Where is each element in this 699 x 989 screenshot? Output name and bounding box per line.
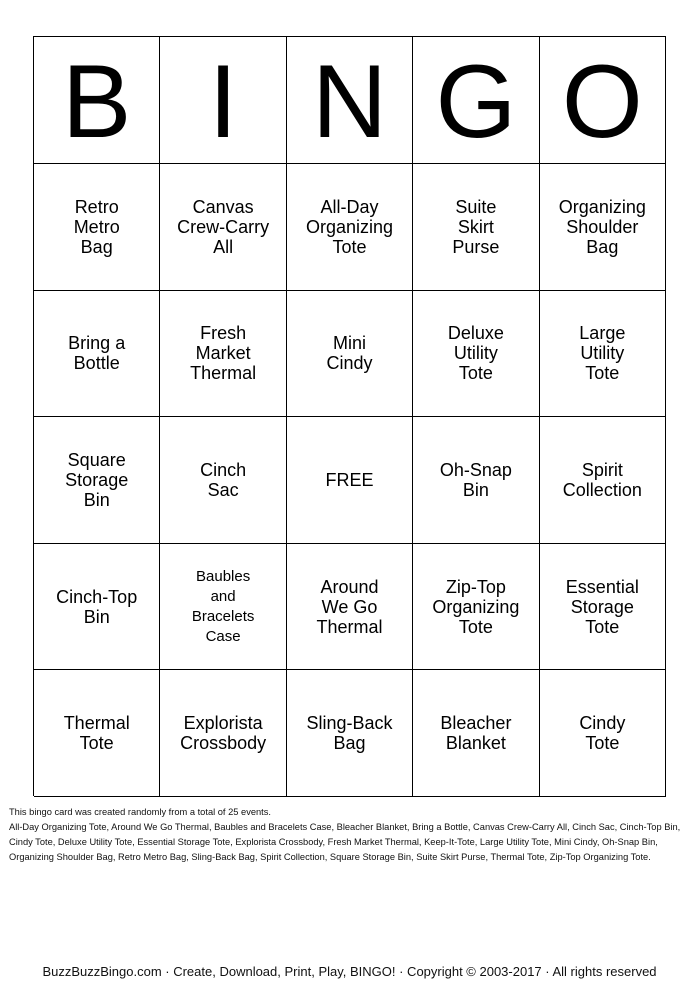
- bingo-cell: Spirit Collection: [540, 417, 666, 544]
- card-notes-summary: This bingo card was created randomly from a total of 25 events.: [9, 807, 271, 817]
- bingo-cell: Baubles and Bracelets Case: [160, 544, 286, 671]
- bingo-cell: Organizing Shoulder Bag: [540, 164, 666, 291]
- bingo-cell: All-Day Organizing Tote: [287, 164, 413, 291]
- bingo-cell: Bring a Bottle: [34, 291, 160, 418]
- bingo-cell: Fresh Market Thermal: [160, 291, 286, 418]
- bingo-row-5: [34, 670, 666, 797]
- header-letter-i: I: [160, 37, 286, 164]
- bingo-cell: Large Utility Tote: [540, 291, 666, 418]
- bingo-cell: Oh-Snap Bin: [413, 417, 539, 544]
- bingo-cell: Square Storage Bin: [34, 417, 160, 544]
- bingo-header-row: [34, 37, 666, 164]
- bingo-cell: Essential Storage Tote: [540, 544, 666, 671]
- bingo-cell: Bleacher Blanket: [413, 670, 539, 797]
- bingo-cell: Cinch Sac: [160, 417, 286, 544]
- bingo-card: [33, 36, 666, 796]
- bingo-cell: Canvas Crew-Carry All: [160, 164, 286, 291]
- bingo-cell: Cinch-Top Bin: [34, 544, 160, 671]
- bingo-cell: Explorista Crossbody: [160, 670, 286, 797]
- bingo-cell: Retro Metro Bag: [34, 164, 160, 291]
- bingo-cell: Deluxe Utility Tote: [413, 291, 539, 418]
- header-letter-o: O: [540, 37, 666, 164]
- bingo-cell: Thermal Tote: [34, 670, 160, 797]
- copyright-footer: BuzzBuzzBingo.com · Create, Download, Print, Play, BINGO! · Copyright © 2003-2017 · All rights reserved: [42, 964, 657, 979]
- bingo-cell: Zip-Top Organizing Tote: [413, 544, 539, 671]
- bingo-cell: Cindy Tote: [540, 670, 666, 797]
- bingo-cell: Around We Go Thermal: [287, 544, 413, 671]
- header-letter-b: B: [34, 37, 160, 164]
- bingo-cell: Mini Cindy: [287, 291, 413, 418]
- bingo-cell: Sling-Back Bag: [287, 670, 413, 797]
- card-notes: [9, 805, 693, 865]
- bingo-row-3: [34, 417, 666, 544]
- bingo-cell: Suite Skirt Purse: [413, 164, 539, 291]
- bingo-row-1: [34, 164, 666, 291]
- header-letter-g: G: [413, 37, 539, 164]
- bingo-row-4: [34, 544, 666, 671]
- card-notes-event-list: All-Day Organizing Tote, Around We Go Thermal, Baubles and Bracelets Case, Bleacher Blanket, Bring a Bottle, Canvas Crew-Carry All, Cinch Sac, Cinch-Top Bin, Cindy Tote, Deluxe Utility Tote, Essential Storage Tote, Explorista Crossbody, Fresh Market Thermal, Keep-It-Tote, Large Utility Tote, Mini Cindy, Oh-Snap Bin, Organizing Shoulder Bag, Retro Metro Bag, Sling-Back Bag, Spirit Collection, Square Storage Bin, Suite Skirt Purse, Thermal Tote, Zip-Top Organizing Tote.: [9, 822, 681, 862]
- free-space-cell: FREE: [287, 417, 413, 544]
- header-letter-n: N: [287, 37, 413, 164]
- bingo-row-2: [34, 291, 666, 418]
